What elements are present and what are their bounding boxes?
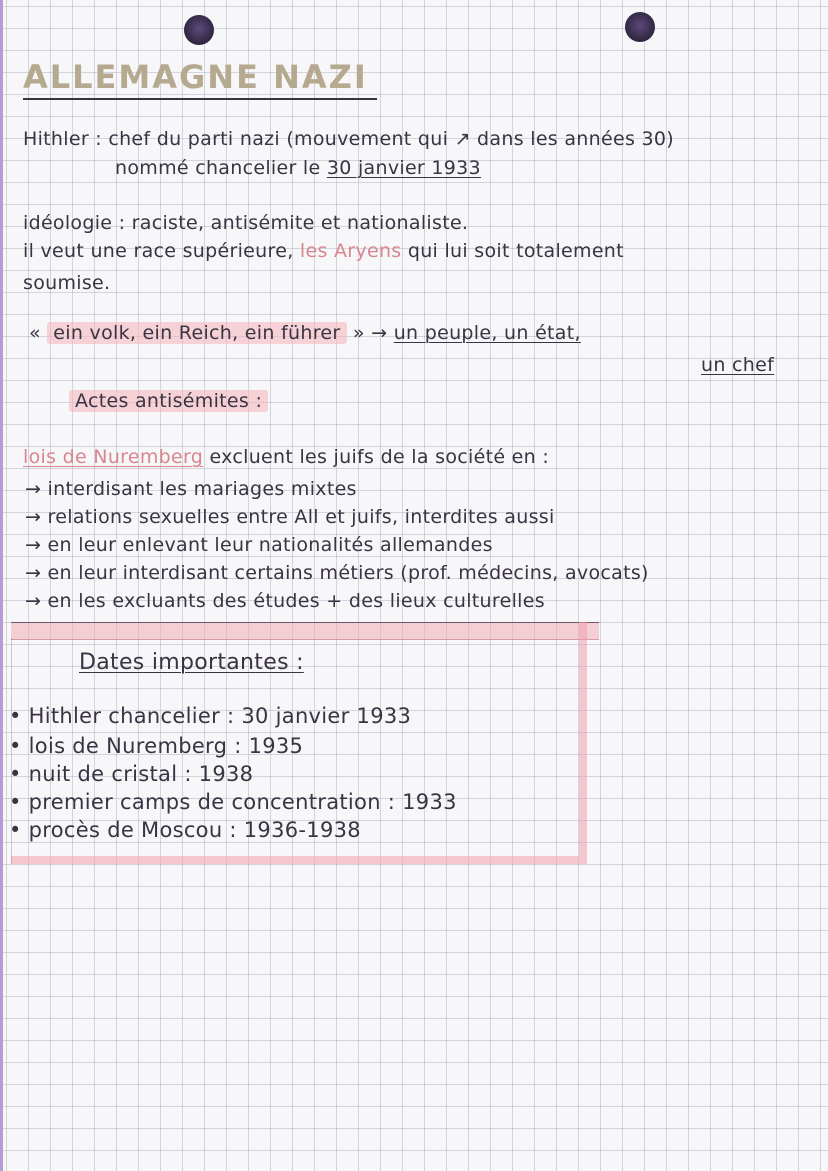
hitler-line-2-prefix: nommé chancelier le xyxy=(115,157,321,179)
quote-translation-2: un chef xyxy=(701,354,775,376)
list-item: • nuit de cristal : 1938 xyxy=(9,762,254,786)
date-item-text: nuit de cristal : 1938 xyxy=(28,762,254,786)
hitler-line-1: Hithler : chef du parti nazi (mouvement qui ↗ dans les années 30) xyxy=(23,128,674,150)
list-item: • lois de Nuremberg : 1935 xyxy=(9,734,304,758)
dates-heading: Dates importantes : xyxy=(79,650,304,675)
ideology-line-2 xyxy=(23,240,624,262)
date-item-text: premier camps de concentration : 1933 xyxy=(28,790,457,814)
chancellor-date: 30 janvier 1933 xyxy=(326,157,481,179)
list-item: → en leur enlevant leur nationalités allemandes xyxy=(25,534,493,556)
nuremberg-laws-label: lois de Nuremberg xyxy=(23,446,204,468)
quote-close: » xyxy=(352,322,365,344)
ideology-line-2-prefix: il veut une race supérieure, xyxy=(23,240,294,262)
binder-hole-left xyxy=(184,15,214,45)
ideology-line-2-suffix: qui lui soit totalement xyxy=(407,240,624,262)
aryens-label: les Aryens xyxy=(299,240,402,262)
ideology-line-1: idéologie : raciste, antisémite et nationaliste. xyxy=(23,212,469,234)
list-item: → relations sexuelles entre All et juifs, interdites aussi xyxy=(25,506,555,528)
date-item-text: procès de Moscou : 1936-1938 xyxy=(28,818,361,842)
quote-line xyxy=(29,322,581,344)
title-underline xyxy=(23,98,377,100)
nuremberg-rest: excluent les juifs de la société en : xyxy=(209,446,550,468)
date-item-text: Hithler chancelier : 30 janvier 1933 xyxy=(28,704,412,728)
hitler-line-2 xyxy=(115,157,481,179)
list-item: • Hithler chancelier : 30 janvier 1933 xyxy=(9,704,412,728)
list-item: → en les excluants des études + des lieux culturelles xyxy=(25,590,545,612)
page-title: ALLEMAGNE NAZI xyxy=(23,58,368,96)
quote-text: ein volk, ein Reich, ein führer xyxy=(47,322,346,344)
date-item-text: lois de Nuremberg : 1935 xyxy=(28,734,304,758)
arrow-icon: → xyxy=(371,322,388,344)
actes-title-text: Actes antisémites : xyxy=(69,390,268,412)
list-item: • premier camps de concentration : 1933 xyxy=(9,790,457,814)
ideology-line-3: soumise. xyxy=(23,272,111,294)
actes-title xyxy=(69,390,268,412)
list-item: → en leur interdisant certains métiers (prof. médecins, avocats) xyxy=(25,562,649,584)
list-item: → interdisant les mariages mixtes xyxy=(25,478,357,500)
quote-translation-1: un peuple, un état, xyxy=(393,322,581,344)
list-item: • procès de Moscou : 1936-1938 xyxy=(9,818,361,842)
nuremberg-line xyxy=(23,446,549,468)
binder-hole-right xyxy=(625,12,655,42)
quote-open: « xyxy=(29,322,41,344)
